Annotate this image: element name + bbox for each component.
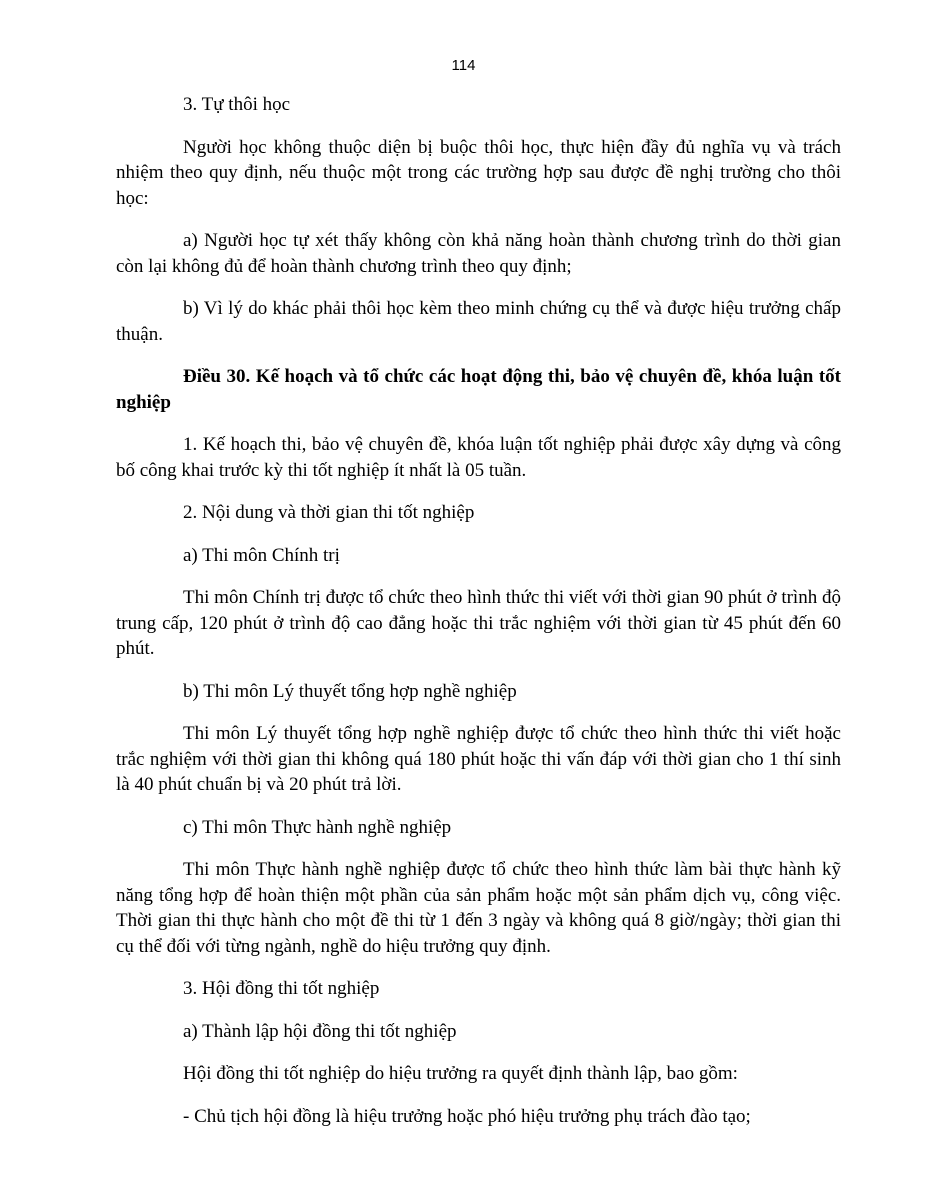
paragraph: Người học không thuộc diện bị buộc thôi học, thực hiện đầy đủ nghĩa vụ và trách nhiệm theo quy định, nếu thuộc một trong các trường hợp sau được đề nghị trường cho thôi học: — [116, 136, 841, 209]
paragraph: Thi môn Thực hành nghề nghiệp được tổ chức theo hình thức làm bài thực hành kỹ năng tổng hợp để hoàn thiện một phần của sản phẩm hoặc một sản phẩm dịch vụ, công việc. Thời gian thi thực hành cho một đề thi từ 1 đến 3 ngày và không quá 8 giờ/ngày; thời gian thi cụ thể đối với từng ngành, nghề do hiệu trưởng quy định. — [116, 859, 841, 957]
document-body — [116, 92, 841, 1146]
paragraph-item-b: b) Thi môn Lý thuyết tổng hợp nghề nghiệp — [183, 680, 517, 702]
paragraph-item-a: a) Thi môn Chính trị — [183, 544, 340, 566]
page-number: 114 — [451, 57, 476, 74]
paragraph-item-a: a) Người học tự xét thấy không còn khả năng hoàn thành chương trình do thời gian còn lại không đủ để hoàn thành chương trình theo quy định; — [116, 230, 841, 277]
paragraph-item-a: a) Thành lập hội đồng thi tốt nghiệp — [183, 1020, 457, 1042]
paragraph-section-3-title: 3. Hội đồng thi tốt nghiệp — [183, 978, 380, 999]
paragraph: Thi môn Lý thuyết tổng hợp nghề nghiệp được tổ chức theo hình thức thi viết hoặc trắc nghiệm với thời gian thi không quá 180 phút hoặc thi vấn đáp với thời gian cho 1 thí sinh là 40 phút chuẩn bị và 20 phút trả lời. — [116, 723, 841, 795]
paragraph-item-b: b) Vì lý do khác phải thôi học kèm theo minh chứng cụ thể và được hiệu trưởng chấp thuận. — [116, 298, 841, 345]
paragraph-section-2-title: 2. Nội dung và thời gian thi tốt nghiệp — [183, 502, 475, 523]
paragraph: Thi môn Chính trị được tổ chức theo hình thức thi viết với thời gian 90 phút ở trình độ trung cấp, 120 phút ở trình độ cao đẳng hoặc thi trắc nghiệm với thời gian từ 45 phút đến 60 phút. — [116, 587, 841, 659]
article-heading: Điều 30. Kế hoạch và tổ chức các hoạt động thi, bảo vệ chuyên đề, khóa luận tốt nghiệp — [116, 366, 841, 413]
paragraph-item-c: c) Thi môn Thực hành nghề nghiệp — [183, 816, 452, 838]
paragraph: Hội đồng thi tốt nghiệp do hiệu trưởng ra quyết định thành lập, bao gồm: — [183, 1063, 738, 1084]
paragraph-section-3-title: 3. Tự thôi học — [183, 94, 291, 115]
paragraph-list-item: - Chủ tịch hội đồng là hiệu trưởng hoặc phó hiệu trưởng phụ trách đào tạo; — [183, 1105, 751, 1127]
paragraph: 1. Kế hoạch thi, bảo vệ chuyên đề, khóa luận tốt nghiệp phải được xây dựng và công bố công khai trước kỳ thi tốt nghiệp ít nhất là 05 tuần. — [116, 434, 841, 481]
